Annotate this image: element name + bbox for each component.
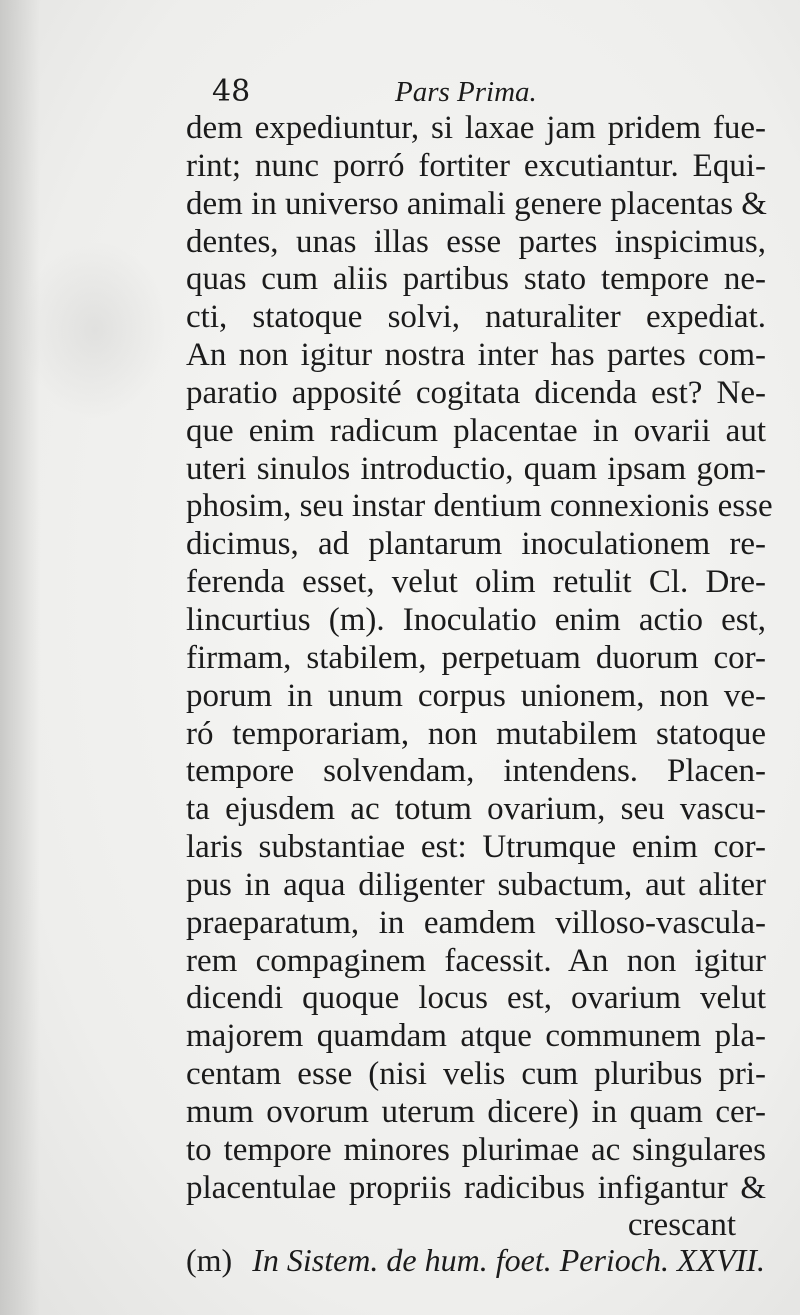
text-line: rem compaginem facessit. An non igitur [186,942,766,979]
text-line: porum in unum corpus unionem, non ve- [186,677,766,714]
text-line: quas cum aliis partibus stato tempore ne- [186,261,766,298]
ink-bleed-through [20,240,170,420]
page-number: 48 [212,74,251,109]
running-title: Pars Prima. [395,76,537,108]
text-line: ta ejusdem ac totum ovarium, seu vascu- [186,791,766,828]
text-line: tempore solvendam, intendens. Placen- [186,753,766,790]
text-line: majorem quamdam atque communem pla- [186,1018,766,1055]
text-line: An non igitur nostra inter has partes com- [186,337,766,374]
text-line: rint; nunc porró fortiter excutiantur. Equi- [186,147,766,184]
catchword: crescant [627,1207,736,1244]
text-line: lincurtius (m). Inoculatio enim actio est, [186,601,766,638]
footnote-text: In Sistem. de hum. foet. Perioch. XXVII. [252,1242,765,1278]
text-line: firmam, stabilem, perpetuam duorum cor- [186,639,766,676]
text-line: dicendi quoque locus est, ovarium velut [186,980,766,1017]
text-line: ró temporariam, non mutabilem statoque [186,715,766,752]
text-line: dentes, unas illas esse partes inspicimus, [186,223,766,260]
text-line: uteri sinulos introductio, quam ipsam gom- [186,450,766,487]
text-line: ferenda esset, velut olim retulit Cl. Dre- [186,564,766,601]
footnote-marker: (m) [186,1242,233,1278]
text-line: pus in aqua diligenter subactum, aut aliter [186,866,766,903]
text-line: phosim, seu instar dentium connexionis esse [186,488,773,525]
text-line: dicimus, ad plantarum inoculationem re- [186,526,766,563]
text-line: paratio apposité cogitata dicenda est? Ne- [186,374,766,411]
text-line: dem in universo animali genere placentas & [186,185,767,222]
text-line: que enim radicum placentae in ovarii aut [186,412,766,449]
text-line: cti, statoque solvi, naturaliter expediat. [186,299,766,336]
text-line: placentulae propriis radicibus infigantur & [186,1169,766,1206]
text-line: dem expediuntur, si laxae jam pridem fue- [186,110,766,146]
text-line: laris substantiae est: Utrumque enim cor- [186,829,766,866]
body-text [186,110,773,1245]
text-line: centam esse (nisi velis cum pluribus pri- [186,1056,766,1093]
text-line: to tempore minores plurimae ac singulares [186,1131,766,1168]
footnote [186,1242,766,1279]
text-line: mum ovorum uterum dicere) in quam cer- [186,1093,766,1130]
text-line: praeparatum, in eamdem villoso-vascula- [186,904,766,941]
gutter-shadow [0,0,40,1315]
